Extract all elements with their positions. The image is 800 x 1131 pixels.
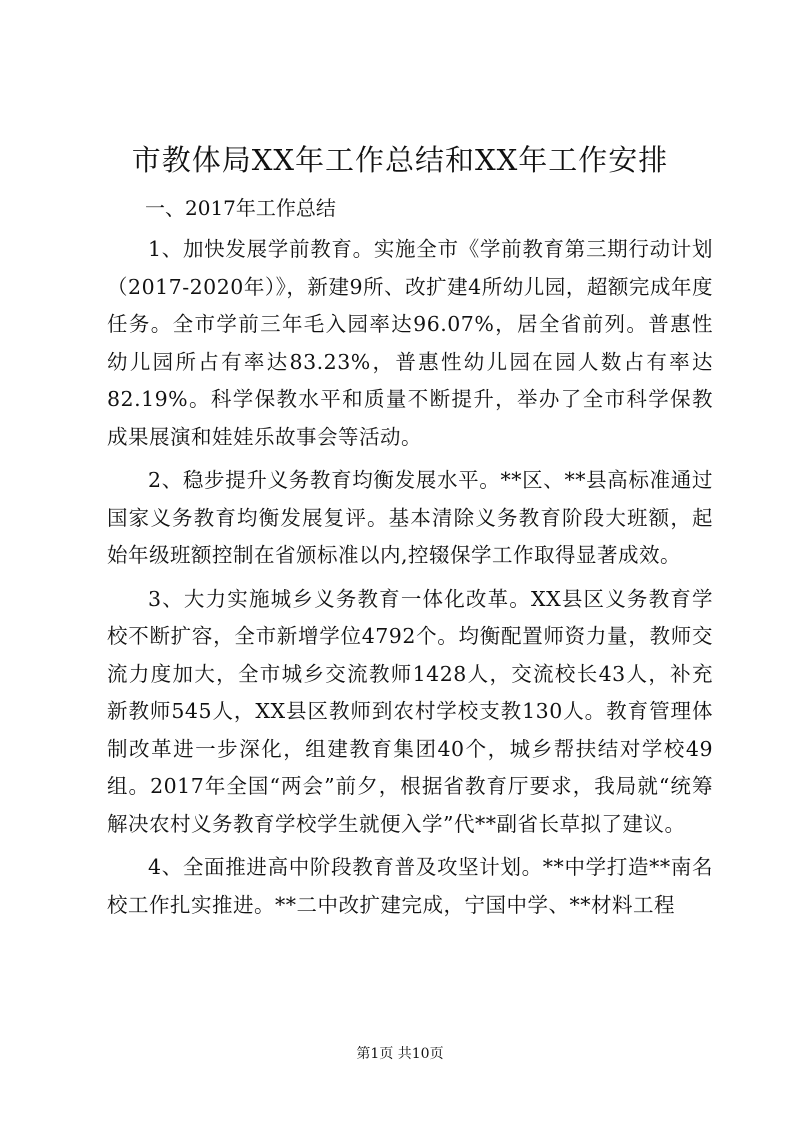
paragraph-urban-rural-integration: 3、大力实施城乡义务教育一体化改革。XX县区义务教育学校不断扩容，全市新增学位4792个。均衡配置师资力量，教师交流力度加大，全市城乡交流教师1428人，交流校长43人，补充新教师545人，XX县区教师到农村学校支教130人。教育管理体制改革进一步深化，组建教育集团40个，城乡帮扶结对学校49组。2017年全国“两会”前夕，根据省教育厅要求，我局就“统筹解决农村义务教育学校学生就便入学”代**副省长草拟了建议。 (107, 586, 713, 836)
paragraph-preschool-education: 1、加快发展学前教育。实施全市《学前教育第三期行动计划（2017-2020年）》，新建9所、改扩建4所幼儿园，超额完成年度任务。全市学前三年毛入园率达96.07%，居全省前列。普惠性幼儿园所占有率达83.23%，普惠性幼儿园在园人数占有率达82.19%。科学保教水平和质量不断提升，举办了全市科学保教成果展演和娃娃乐故事会等活动。 (107, 237, 713, 449)
page-number-footer: 第1页 共10页 (356, 1046, 444, 1062)
section-heading: 一、2017年工作总结 (145, 196, 336, 220)
paragraph-high-school-popularization: 4、全面推进高中阶段教育普及攻坚计划。**中学打造**南名校工作扎实推进。**二中改扩建完成，宁国中学、**材料工程 (107, 855, 713, 917)
document-body (107, 190, 713, 924)
document-title: 市教体局XX年工作总结和XX年工作安排 (131, 143, 669, 177)
paragraph-compulsory-education-balance: 2、稳步提升义务教育均衡发展水平。**区、**县高标准通过国家义务教育均衡发展复评。基本清除义务教育阶段大班额，起始年级班额控制在省颁标准以内,控辍保学工作取得显著成效。 (107, 468, 713, 567)
